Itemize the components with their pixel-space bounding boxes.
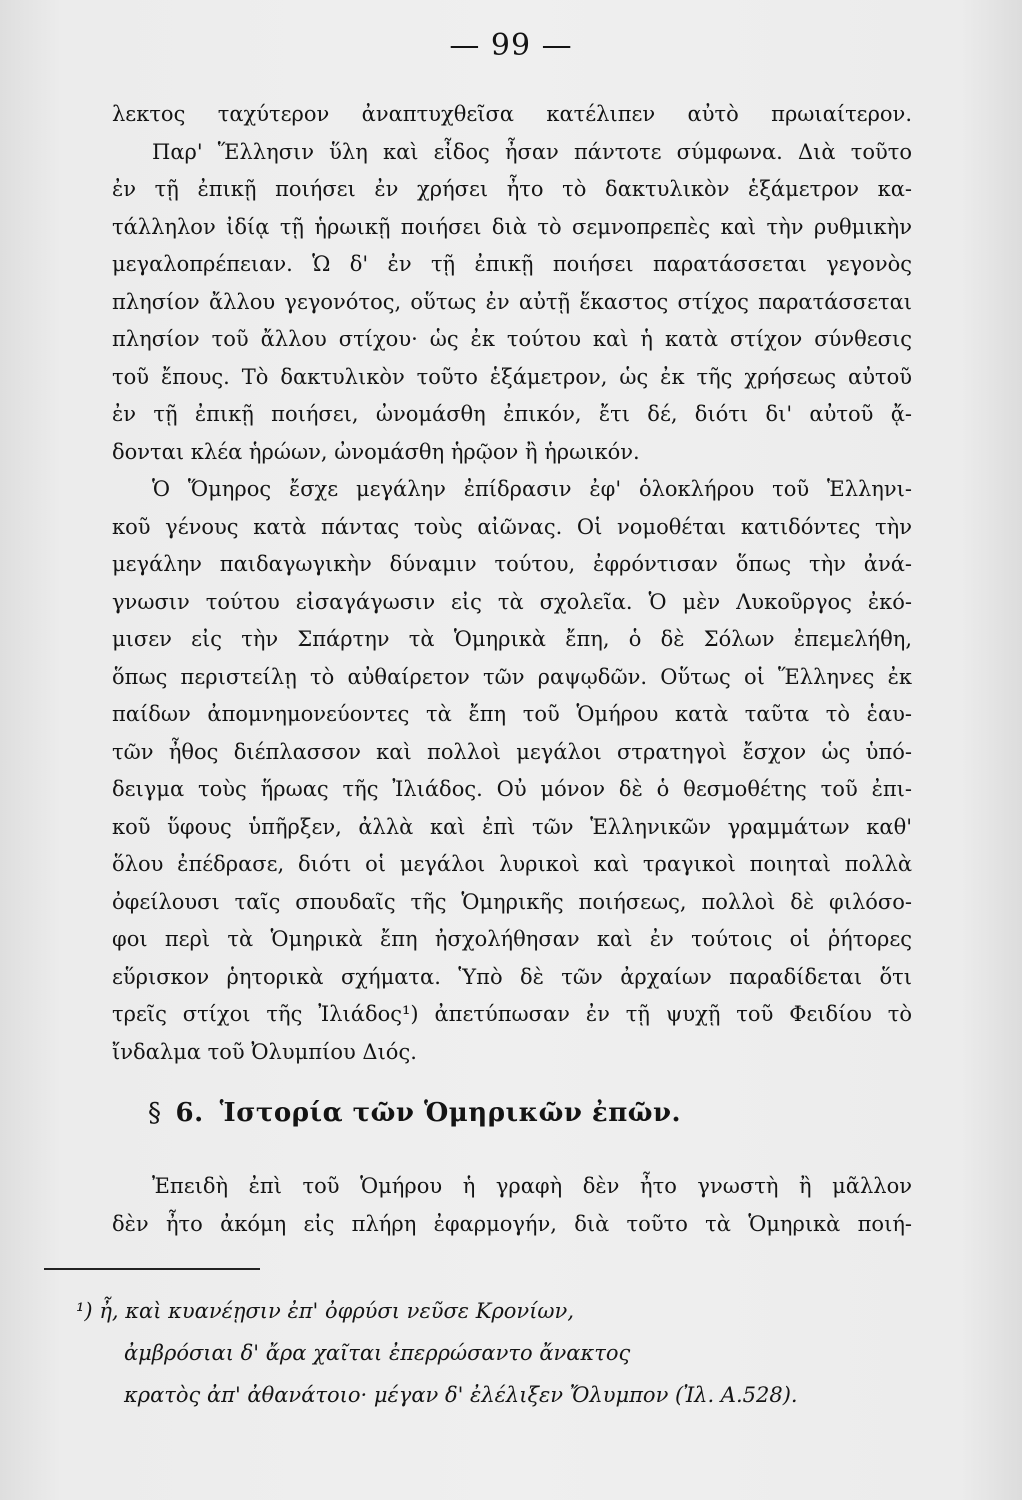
footnote-marker: ¹) [76,1299,93,1323]
text-line: Ἐπειδὴ ἐπὶ τοῦ Ὁμήρου ἡ γραφὴ δὲν ἦτο γνωστὴ ἢ μᾶλλον [152,1174,912,1198]
text-line: τοῦ ἔπους. Τὸ δακτυλικὸν τοῦτο ἑξάμετρον, ὡς ἐκ τῆς χρήσεως αὐτοῦ [112,364,912,389]
text-line: μισεν εἰς τὴν Σπάρτην τὰ Ὁμηρικὰ ἔπη, ὁ δὲ Σόλων ἐπεμελήθη, [112,627,912,651]
text-line: ὅπως περιστείλῃ τὸ αὐθαίρετον τῶν ραψῳδῶν. Οὕτως οἱ Ἕλληνες ἐκ [112,664,912,689]
section-title: Ἱστορία τῶν Ὁμηρικῶν ἐπῶν. [219,1098,682,1128]
text-line: ὅλου ἐπέδρασε, διότι οἱ μεγάλοι λυρικοὶ καὶ τραγικοὶ ποιηταὶ πολλὰ [112,852,912,876]
text-line: πλησίον ἄλλου γεγονότος, οὕτως ἐν αὐτῇ ἕκαστος στίχος παρατάσσεται [112,289,912,314]
text-line: τρεῖς στίχοι τῆς Ἰλιάδος¹) ἀπετύπωσαν ἐν τῇ ψυχῇ τοῦ Φειδίου τὸ [112,1002,912,1026]
paragraph-3 [112,1168,912,1243]
footnote-line: κρατὸς ἀπ' ἀθανάτοιο· μέγαν δ' ἐλέλιξεν Ὄλυμπον (Ἰλ. Α.528). [124,1383,798,1407]
text-line: λεκτος ταχύτερον ἀναπτυχθεῖσα κατέλιπεν αὐτὸ πρωιαίτερον. [112,102,912,126]
text-line: παίδων ἀπομνημονεύοντες τὰ ἔπη τοῦ Ὁμήρου κατὰ ταῦτα τὸ ἑαυ- [112,702,912,726]
section-mark: § [148,1098,162,1128]
text-line: κοῦ γένους κατὰ πάντας τοὺς αἰῶνας. Οἱ νομοθέται κατιδόντες τὴν [112,514,912,539]
text-line: δονται κλέα ἡρώων, ὠνομάσθη ἡρῷον ἢ ἡρωικόν. [112,439,640,464]
text-line: Ὁ Ὅμηρος ἔσχε μεγάλην ἐπίδρασιν ἐφ' ὁλοκλήρου τοῦ Ἑλληνι- [152,477,912,501]
text-line: ἴνδαλμα τοῦ Ὀλυμπίου Διός. [112,1039,417,1064]
text-line: εὕρισκον ῥητορικὰ σχήματα. Ὑπὸ δὲ τῶν ἀρχαίων παραδίδεται ὅτι [112,964,912,989]
text-line: μεγαλοπρέπειαν. Ὡ δ' ἐν τῇ ἐπικῇ ποιήσει παρατάσσεται γεγονὸς [112,252,912,276]
footnote-line: ἀμβρόσιαι δ' ἄρα χαῖται ἐπερρώσαντο ἄνακτος [124,1341,631,1365]
footnote-divider [44,1268,260,1270]
text-line: ὀφείλουσι ταῖς σπουδαῖς τῆς Ὁμηρικῆς ποιήσεως, πολλοὶ δὲ φιλόσο- [112,889,912,914]
page-number: — 99 — [449,28,573,63]
text-line: δὲν ἦτο ἀκόμη εἰς πλήρη ἐφαρμογήν, διὰ τοῦτο τὰ Ὁμηρικὰ ποιή- [112,1211,912,1236]
text-line: ἐν τῇ ἐπικῇ ποιήσει, ὠνομάσθη ἐπικόν, ἔτι δέ, διότι δι' αὐτοῦ ᾄ- [112,402,912,426]
footnote [76,1290,916,1416]
text-line: δειγμα τοὺς ἥρωας τῆς Ἰλιάδος. Οὐ μόνον δὲ ὁ θεσμοθέτης τοῦ ἐπι- [112,777,912,801]
paragraph-2 [112,471,912,1071]
text-line: φοι περὶ τὰ Ὁμηρικὰ ἔπη ἠσχολήθησαν καὶ ἐν τούτοις οἱ ῥήτορες [112,927,912,951]
text-line: Παρ' Ἕλλησιν ὕλη καὶ εἶδος ἦσαν πάντοτε σύμφωνα. Διὰ τοῦτο [152,139,912,164]
text-line: τῶν ἦθος διέπλασσον καὶ πολλοὶ μεγάλοι στρατηγοὶ ἔσχον ὡς ὑπό- [112,739,912,764]
section-number: 6. [175,1098,204,1128]
text-line: κοῦ ὕφους ὑπῆρξεν, ἀλλὰ καὶ ἐπὶ τῶν Ἑλληνικῶν γραμμάτων καθ' [112,814,912,839]
main-text-block [112,96,912,1071]
text-line: τάλληλον ἰδίᾳ τῇ ἡρωικῇ ποιήσει διὰ τὸ σεμνοπρεπὲς καὶ τὴν ρυθμικὴν [112,214,912,239]
paragraph-1 [112,96,912,471]
text-line: μεγάλην παιδαγωγικὴν δύναμιν τούτου, ἐφρόντισαν ὅπως τὴν ἀνά- [112,552,912,576]
section-heading [148,1098,908,1128]
text-line: πλησίον τοῦ ἄλλου στίχου· ὡς ἐκ τούτου καὶ ἡ κατὰ στίχον σύνθεσις [112,327,912,351]
text-line: ἐν τῇ ἐπικῇ ποιήσει ἐν χρήσει ἦτο τὸ δακτυλικὸν ἑξάμετρον κα- [112,177,912,201]
footnote-line: ἦ, καὶ κυανέῃσιν ἐπ' ὀφρύσι νεῦσε Κρονίων, [99,1299,574,1323]
text-line: γνωσιν τούτου εἰσαγάγωσιν εἰς τὰ σχολεῖα. Ὁ μὲν Λυκοῦργος ἐκό- [112,589,912,614]
